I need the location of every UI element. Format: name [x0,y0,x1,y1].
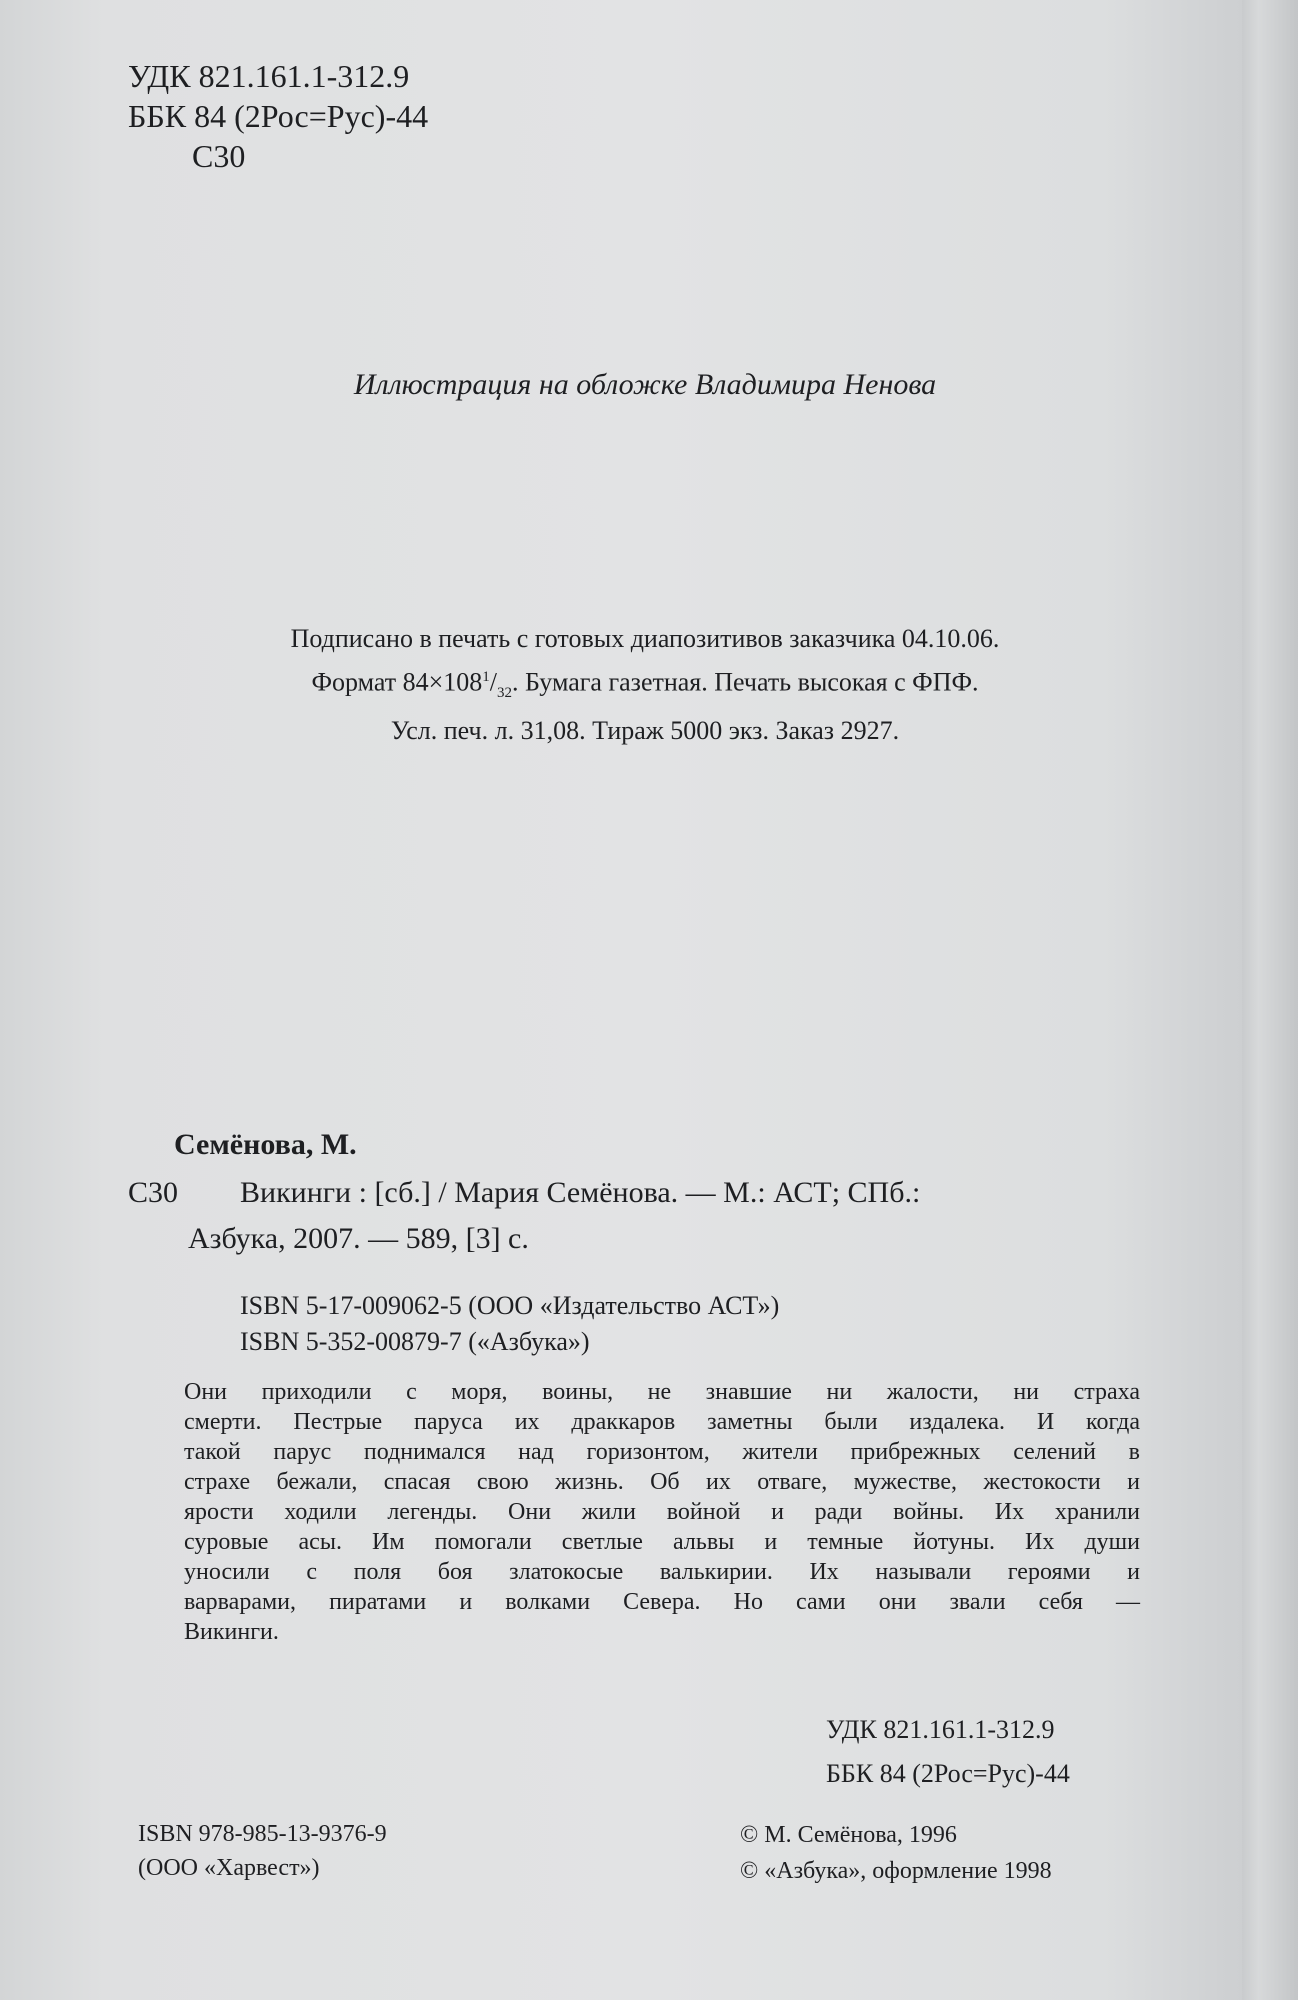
annotation-line: страхе бежали, спасая свою жизнь. Об их отваге, мужестве, жестокости и [184,1469,1140,1495]
copyright-notice [740,1817,1052,1889]
bbk-code-bottom: ББК 84 (2Рос=Рус)-44 [826,1759,1070,1788]
author-index: С30 [192,138,246,174]
imprint-info [0,620,1290,750]
paper-text: . Бумага газетная. Печать высокая с ФПФ. [512,667,979,697]
page-edge-shadow [1242,0,1298,2000]
bib-publisher-line: Азбука, 2007. — 589, [3] с. [188,1222,529,1255]
udk-code: УДК 821.161.1-312.9 [128,58,410,94]
imprint-line-2: Формат $84\times 108^1/_{32}$. Бумага газетная. Печать высокая с ФПФ. [311,667,979,701]
isbn-harvest-code: ISBN 978-985-13-9376-9 [138,1821,387,1847]
format-text: Формат 84×108 [311,667,483,697]
annotation-line: такой парус поднимался над горизонтом, жители прибрежных селений в [184,1439,1140,1465]
annotation-line: смерти. Пестрые паруса их драккаров заметны были издалека. И когда [184,1409,1140,1435]
bibliographic-record [128,1170,920,1262]
bib-title-line: Викинги : [сб.] / Мария Семёнова. — М.: АСТ; СПб.: [240,1176,921,1209]
imprint-line-1: Подписано в печать с готовых диапозитивов заказчика 04.10.06. [290,624,1000,653]
isbn-ast: ISBN 5-17-009062-5 (ООО «Издательство АСТ») [240,1291,780,1320]
udk-code-bottom: УДК 821.161.1-312.9 [826,1715,1055,1744]
bib-index: С30 [128,1176,179,1209]
copyright-design: © «Азбука», оформление 1998 [740,1858,1052,1884]
annotation [184,1377,1140,1647]
classification-top [128,56,428,176]
illustration-credit: Иллюстрация на обложке Владимира Ненова [353,368,937,401]
format-denominator: 32 [497,684,513,701]
author-heading: Семёнова, М. [174,1128,357,1161]
annotation-line: уносили с поля боя златокосые валькирии. Их называли героями и [184,1559,1140,1585]
isbn-harvest-publisher: (ООО «Харвест») [138,1855,320,1881]
isbn-azbuka: ISBN 5-352-00879-7 («Азбука») [240,1327,590,1356]
annotation-line: варварами, пиратами и волками Севера. Но сами они звали себя — [184,1589,1140,1615]
copyright-author: © М. Семёнова, 1996 [740,1822,957,1848]
annotation-line: Они приходили с моря, воины, не знавшие ни жалости, ни страха [184,1379,1140,1405]
annotation-line: Викинги. [184,1619,279,1645]
isbn-list [240,1288,779,1360]
annotation-line: суровые асы. Им помогали светлые альвы и темные йотуны. Их души [184,1529,1140,1555]
isbn-harvest [138,1817,387,1885]
format-numerator: 1 [482,669,490,685]
bbk-code: ББК 84 (2Рос=Рус)-44 [128,98,429,134]
classification-bottom [826,1708,1070,1796]
imprint-line-3: Усл. печ. л. 31,08. Тираж 5000 экз. Заказ 2927. [390,715,900,745]
annotation-line: ярости ходили легенды. Они жили войной и ради войны. Их хранили [184,1499,1140,1525]
